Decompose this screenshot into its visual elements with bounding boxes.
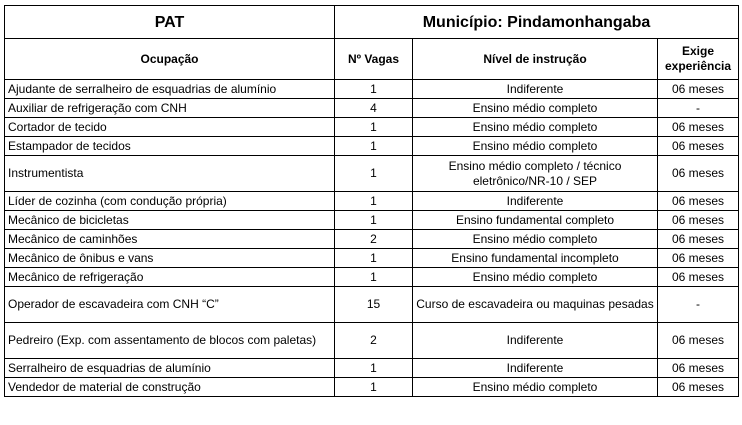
cell-education: Ensino fundamental incompleto <box>413 249 658 268</box>
cell-experience: 06 meses <box>658 230 739 249</box>
cell-experience: 06 meses <box>658 192 739 211</box>
cell-occupation: Auxiliar de refrigeração com CNH <box>5 99 335 118</box>
cell-education: Indiferente <box>413 323 658 359</box>
cell-experience: - <box>658 287 739 323</box>
cell-education: Ensino médio completo <box>413 378 658 397</box>
cell-occupation: Mecânico de ônibus e vans <box>5 249 335 268</box>
table-row <box>5 359 739 378</box>
cell-experience: 06 meses <box>658 323 739 359</box>
cell-education: Ensino médio completo <box>413 230 658 249</box>
cell-education: Indiferente <box>413 359 658 378</box>
cell-experience: 06 meses <box>658 378 739 397</box>
table-row <box>5 323 739 359</box>
table-row <box>5 137 739 156</box>
cell-experience: 06 meses <box>658 137 739 156</box>
municipality-title: Município: Pindamonhangaba <box>335 6 739 39</box>
table-row <box>5 99 739 118</box>
header-occupation: Ocupação <box>5 39 335 80</box>
cell-occupation: Instrumentista <box>5 156 335 192</box>
cell-vacancies: 1 <box>335 118 413 137</box>
table-row <box>5 249 739 268</box>
cell-vacancies: 2 <box>335 230 413 249</box>
header-vacancies: Nº Vagas <box>335 39 413 80</box>
cell-vacancies: 2 <box>335 323 413 359</box>
cell-experience: 06 meses <box>658 249 739 268</box>
cell-occupation: Operador de escavadeira com CNH “C” <box>5 287 335 323</box>
table-row <box>5 230 739 249</box>
cell-occupation: Vendedor de material de construção <box>5 378 335 397</box>
table-row <box>5 211 739 230</box>
table-row <box>5 192 739 211</box>
cell-occupation: Mecânico de refrigeração <box>5 268 335 287</box>
cell-experience: 06 meses <box>658 156 739 192</box>
cell-vacancies: 1 <box>335 211 413 230</box>
cell-education: Curso de escavadeira ou maquinas pesadas <box>413 287 658 323</box>
cell-education: Ensino médio completo <box>413 99 658 118</box>
cell-experience: 06 meses <box>658 118 739 137</box>
cell-vacancies: 1 <box>335 80 413 99</box>
table-row <box>5 80 739 99</box>
cell-occupation: Ajudante de serralheiro de esquadrias de alumínio <box>5 80 335 99</box>
cell-vacancies: 1 <box>335 359 413 378</box>
cell-education: Ensino fundamental completo <box>413 211 658 230</box>
table-row <box>5 268 739 287</box>
cell-experience: 06 meses <box>658 80 739 99</box>
cell-occupation: Cortador de tecido <box>5 118 335 137</box>
table-row <box>5 378 739 397</box>
job-vacancies-table <box>4 5 739 397</box>
cell-experience: 06 meses <box>658 268 739 287</box>
header-experience: Exige experiência <box>658 39 739 80</box>
table-row <box>5 156 739 192</box>
cell-education: Ensino médio completo / técnico eletrônico/NR-10 / SEP <box>413 156 658 192</box>
cell-experience: - <box>658 99 739 118</box>
cell-vacancies: 1 <box>335 156 413 192</box>
cell-vacancies: 4 <box>335 99 413 118</box>
header-education: Nível de instrução <box>413 39 658 80</box>
cell-education: Ensino médio completo <box>413 137 658 156</box>
table-row <box>5 287 739 323</box>
cell-experience: 06 meses <box>658 211 739 230</box>
cell-education: Ensino médio completo <box>413 118 658 137</box>
table-row <box>5 118 739 137</box>
cell-vacancies: 15 <box>335 287 413 323</box>
cell-vacancies: 1 <box>335 249 413 268</box>
cell-occupation: Líder de cozinha (com condução própria) <box>5 192 335 211</box>
cell-experience: 06 meses <box>658 359 739 378</box>
cell-occupation: Estampador de tecidos <box>5 137 335 156</box>
cell-education: Indiferente <box>413 192 658 211</box>
cell-occupation: Mecânico de bicicletas <box>5 211 335 230</box>
cell-occupation: Pedreiro (Exp. com assentamento de blocos com paletas) <box>5 323 335 359</box>
cell-occupation: Mecânico de caminhões <box>5 230 335 249</box>
cell-education: Indiferente <box>413 80 658 99</box>
cell-vacancies: 1 <box>335 378 413 397</box>
program-title: PAT <box>5 6 335 39</box>
cell-occupation: Serralheiro de esquadrias de alumínio <box>5 359 335 378</box>
cell-vacancies: 1 <box>335 192 413 211</box>
cell-vacancies: 1 <box>335 137 413 156</box>
cell-vacancies: 1 <box>335 268 413 287</box>
cell-education: Ensino médio completo <box>413 268 658 287</box>
